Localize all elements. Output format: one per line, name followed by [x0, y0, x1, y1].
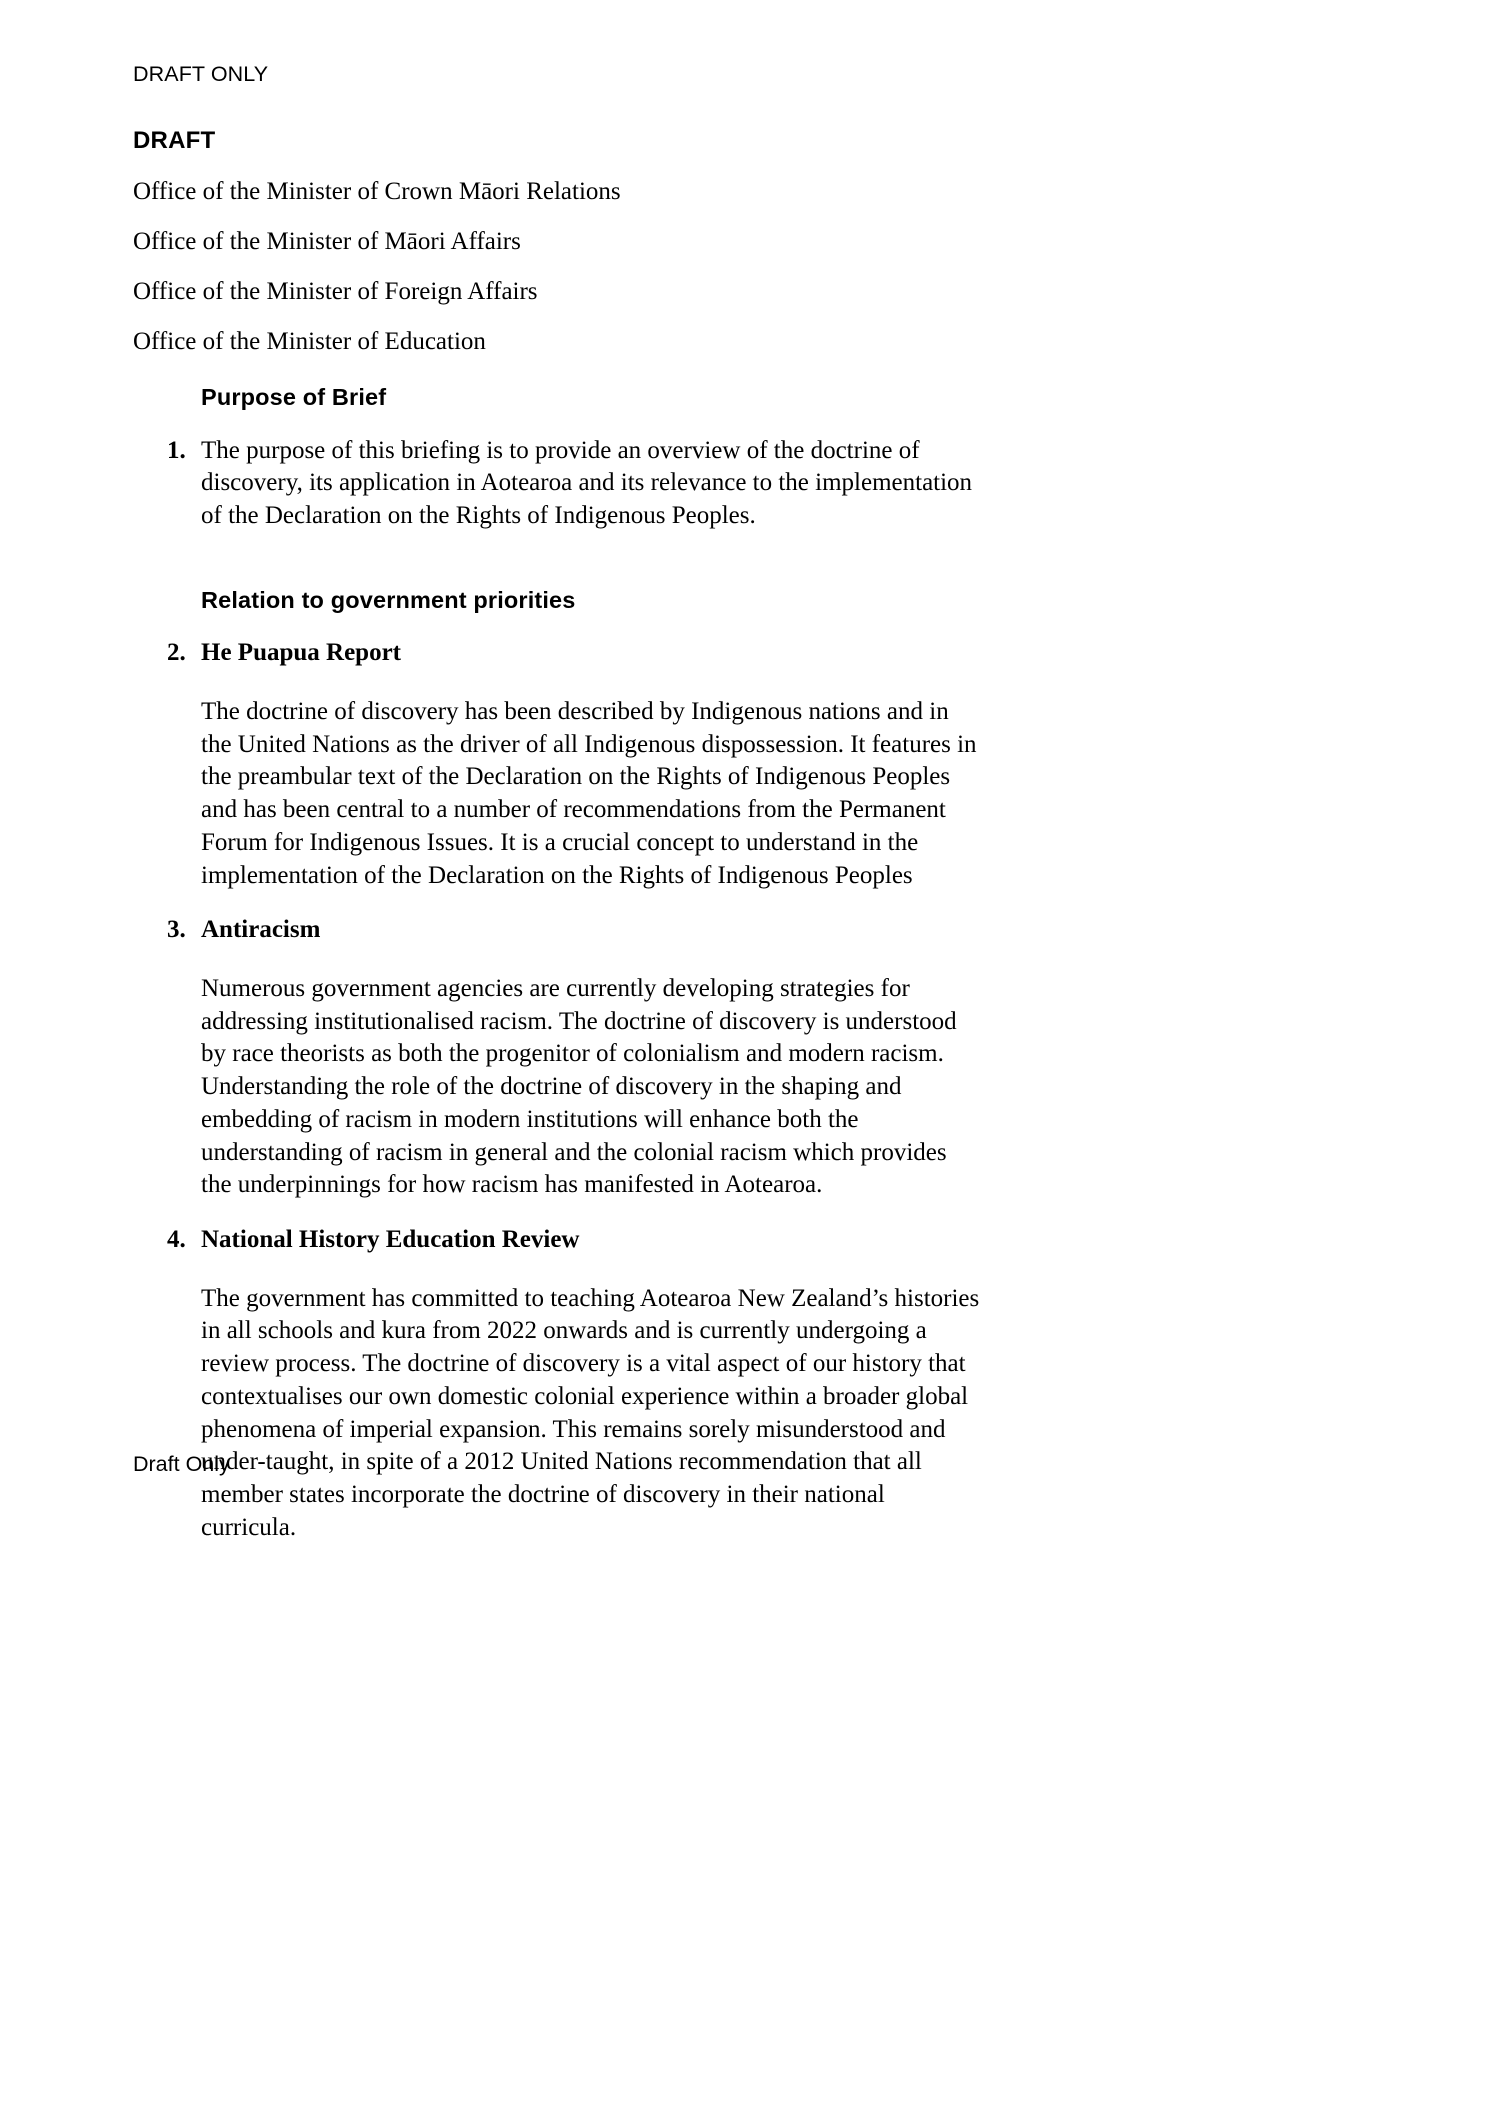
list-item-number: 4. [167, 1226, 186, 1254]
numbered-list-purpose [133, 435, 983, 533]
list-item-title: National History Education Review [201, 1226, 580, 1254]
document-body [133, 126, 983, 1545]
section-heading-purpose-of-brief: Purpose of Brief [201, 384, 387, 410]
list-item-body: The doctrine of discovery has been described by Indigenous nations and in the United Nations as the driver of all Indigenous dispossession. It features in the preambular text of the Declaration on the Rights of Indigenous Peoples and has been central to a number of recommendations from the Permanent Forum for Indigenous Issues. It is a crucial concept to understand in the implementation of the Declaration on the Rights of Indigenous Peoples [201, 697, 977, 889]
numbered-list-priorities [133, 637, 983, 1544]
list-item [133, 435, 983, 533]
list-item [133, 637, 983, 892]
office-line-foreign-affairs: Office of the Minister of Foreign Affairs [133, 278, 538, 305]
page-title: DRAFT [133, 127, 216, 154]
list-item-number: 3. [167, 916, 186, 944]
list-item-title: He Puapua Report [201, 639, 401, 667]
office-line-education: Office of the Minister of Education [133, 328, 486, 355]
office-line-maori-affairs: Office of the Minister of Māori Affairs [133, 228, 521, 255]
running-header: DRAFT ONLY [133, 62, 269, 86]
list-item [133, 1224, 983, 1545]
office-line-crown-maori-relations: Office of the Minister of Crown Māori Relations [133, 178, 621, 205]
list-item [133, 914, 983, 1202]
running-footer: Draft Only [133, 1452, 230, 1476]
list-item-number: 1. [167, 436, 186, 464]
list-item-number: 2. [167, 639, 186, 667]
list-item-body: The purpose of this briefing is to provide an overview of the doctrine of discovery, its application in Aotearoa and its relevance to the implementation of the Declaration on the Rights of Indigenous Peoples. [201, 436, 973, 530]
section-heading-relation-to-government-priorities: Relation to government priorities [201, 586, 576, 613]
list-item-body: Numerous government agencies are currently developing strategies for addressing institutionalised racism. The doctrine of discovery is understood by race theorists as both the progenitor of colonialism and modern racism. Understanding the role of the doctrine of discovery in the shaping and embedding of racism in modern institutions will enhance both the understanding of racism in general and the colonial racism which provides the underpinnings for how racism has manifested in Aotearoa. [201, 974, 957, 1199]
list-item-body: The government has committed to teaching Aotearoa New Zealand’s histories in all schools and kura from 2022 onwards and is currently undergoing a review process. The doctrine of discovery is a vital aspect of our history that contextualises our own domestic colonial experience within a broader global phenomena of imperial expansion. This remains sorely misunderstood and under-taught, in spite of a 2012 United Nations recommendation that all member states incorporate the doctrine of discovery in their national curricula. [201, 1284, 980, 1541]
list-item-title: Antiracism [201, 916, 321, 944]
